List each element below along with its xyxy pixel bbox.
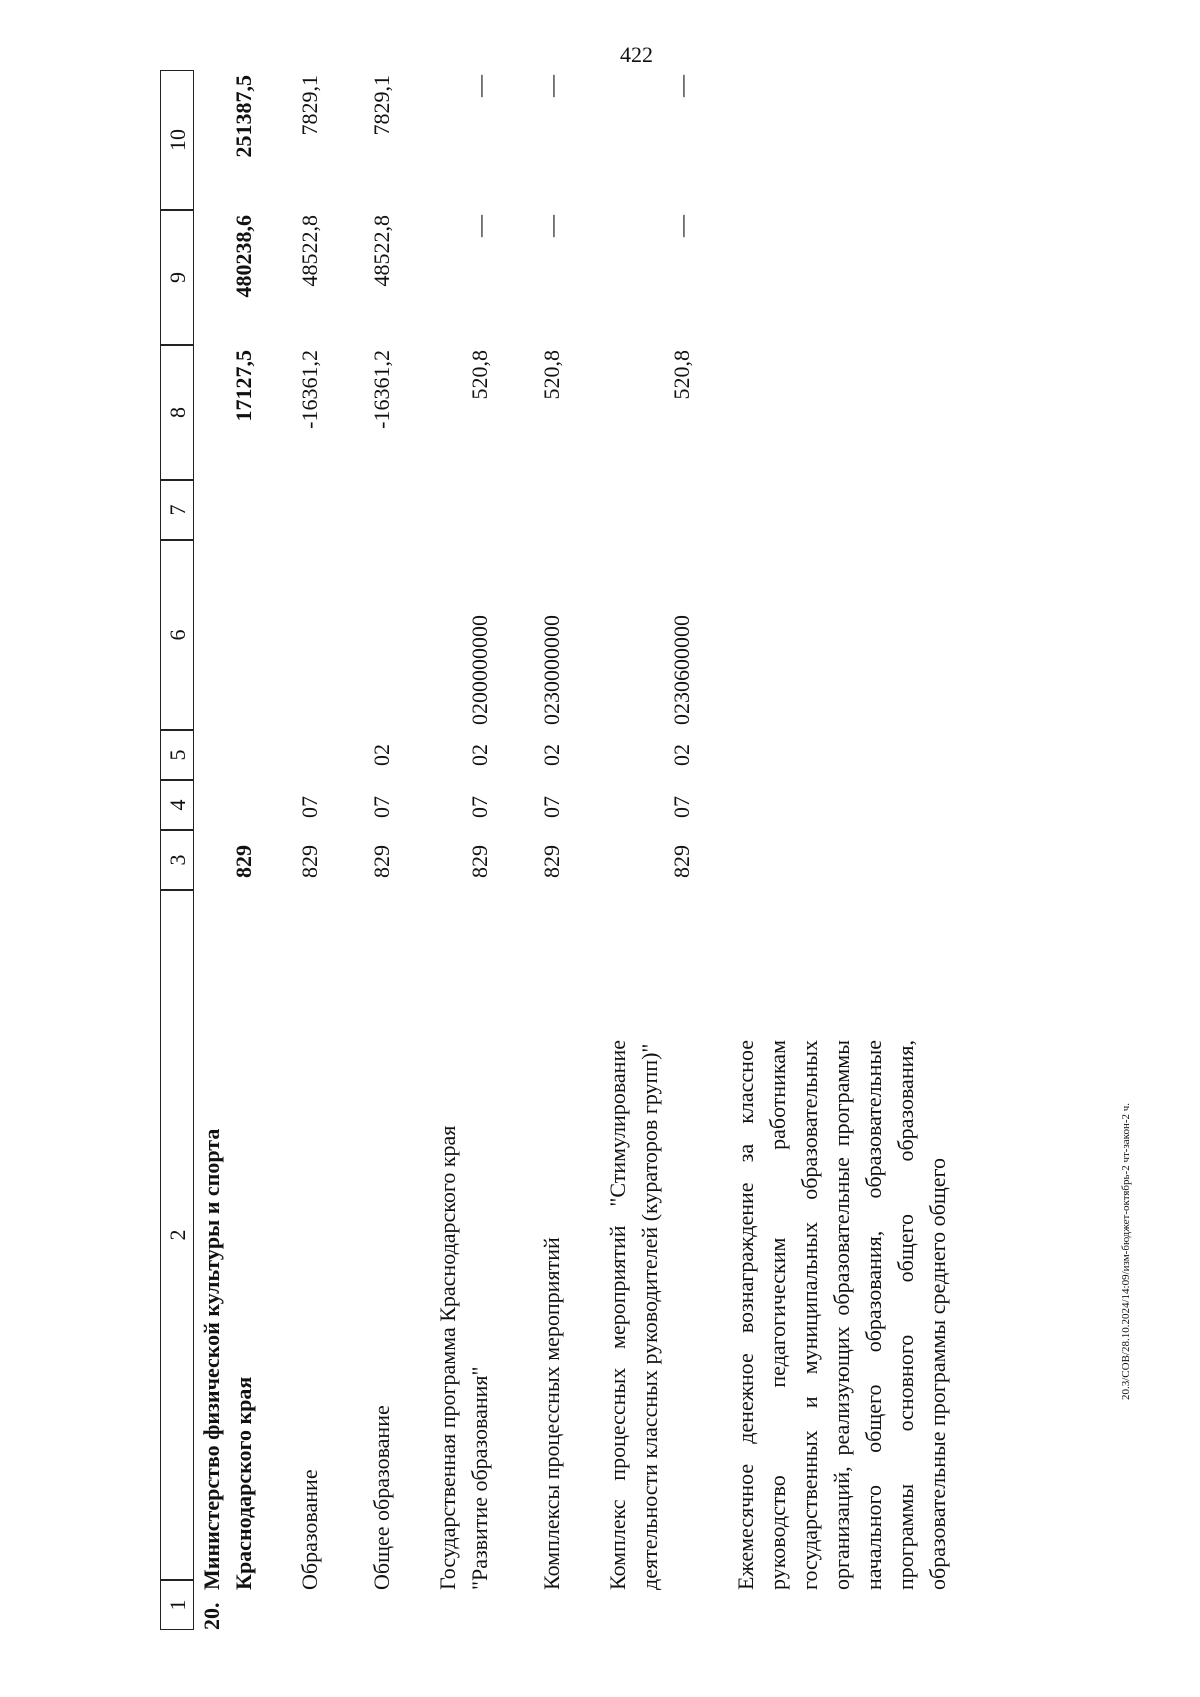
cell-col-10: —	[467, 75, 492, 97]
cell-col-10: —	[539, 75, 564, 97]
row-name: Общее образование	[369, 1405, 394, 1590]
header-col-3: 3	[160, 830, 194, 890]
row-name: Государственная программа Краснодарского края "Развитие образования"	[435, 1125, 492, 1590]
cell-col-3: 829	[467, 845, 492, 878]
cell-col-6: 0230000000	[539, 615, 564, 725]
cell-col-10: 251387,5	[231, 75, 256, 158]
cell-col-5: 02	[539, 744, 564, 766]
header-col-2: 2	[160, 890, 194, 1580]
cell-col-3: 829	[539, 845, 564, 878]
row-name: Комплекс процессных мероприятий "Стимулирование деятельности классных руководителей (кураторов групп)"	[605, 1040, 662, 1590]
cell-col-8: -16361,2	[297, 350, 322, 429]
cell-col-6: 0230600000	[669, 615, 694, 725]
header-col-1: 1	[160, 1580, 194, 1630]
cell-col-4: 07	[669, 796, 694, 818]
row-name: Министерство физической культуры и спорта Краснодарского края	[199, 1128, 256, 1590]
header-col-7: 7	[160, 480, 194, 540]
cell-col-10: —	[669, 75, 694, 97]
cell-col-4: 07	[369, 796, 394, 818]
header-col-8: 8	[160, 345, 194, 480]
budget-table	[160, 70, 1190, 1630]
cell-col-9: —	[467, 215, 492, 237]
cell-col-8: 520,8	[467, 350, 492, 400]
cell-col-9: —	[539, 215, 564, 237]
cell-col-9: 48522,8	[297, 215, 322, 287]
header-col-9: 9	[160, 210, 194, 345]
cell-col-9: 480238,6	[231, 215, 256, 298]
row-name: Образование	[297, 1469, 322, 1590]
cell-col-4: 07	[297, 796, 322, 818]
row-name: Ежемесячное денежное вознаграждение за классное руководство педагогическим работникам государственных и муниципальных образовательных организаций, реализующих образовательные программы начального общего образования, образовательные программы основного общего образования, образовательные программы среднего общего	[733, 1040, 950, 1590]
cell-col-5: 02	[467, 744, 492, 766]
header-col-10: 10	[160, 70, 194, 210]
cell-col-8: -16361,2	[369, 350, 394, 429]
header-col-5: 5	[160, 730, 194, 780]
cell-col-10: 7829,1	[297, 75, 322, 136]
header-col-6: 6	[160, 540, 194, 730]
cell-col-9: —	[669, 215, 694, 237]
row-number: 20.	[199, 1602, 224, 1630]
cell-col-8: 17127,5	[231, 350, 256, 422]
cell-col-5: 02	[669, 744, 694, 766]
row-name: Комплексы процессных мероприятий	[539, 1237, 564, 1590]
cell-col-3: 829	[669, 845, 694, 878]
cell-col-8: 520,8	[539, 350, 564, 400]
cell-col-8: 520,8	[669, 350, 694, 400]
cell-col-5: 02	[369, 744, 394, 766]
header-col-4: 4	[160, 780, 194, 830]
cell-col-4: 07	[467, 796, 492, 818]
page-number: 422	[620, 42, 653, 67]
cell-col-6: 0200000000	[467, 615, 492, 725]
cell-col-3: 829	[231, 845, 256, 878]
cell-col-3: 829	[297, 845, 322, 878]
cell-col-4: 07	[539, 796, 564, 818]
footer-code: 20.3/СОВ/28.10.2024/14:09/изм-бюджет-октябрь-2 чт-закон-2 ч.	[1120, 1102, 1132, 1400]
cell-col-9: 48522,8	[369, 215, 394, 287]
cell-col-10: 7829,1	[369, 75, 394, 136]
cell-col-3: 829	[369, 845, 394, 878]
